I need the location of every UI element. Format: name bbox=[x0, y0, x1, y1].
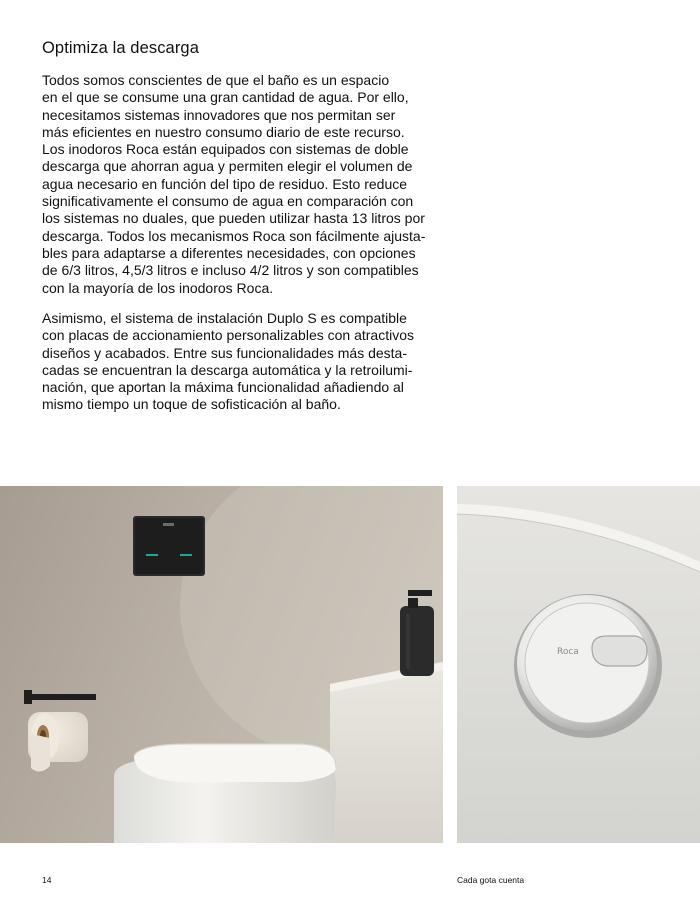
brand-logo: Roca bbox=[557, 647, 579, 657]
paragraph-line: descarga que ahorran agua y permiten elegir el volumen de bbox=[42, 158, 413, 175]
paragraph-line: en el que se consume una gran cantidad de agua. Por ello, bbox=[42, 89, 409, 106]
bathroom-photo bbox=[0, 486, 443, 843]
body-paragraph-2 bbox=[42, 310, 414, 414]
paragraph-line: Los inodoros Roca están equipados con sistemas de doble bbox=[42, 141, 409, 158]
paragraph-line: con placas de accionamiento personalizables con atractivos bbox=[42, 327, 414, 344]
paragraph-line: los sistemas no duales, que pueden utilizar hasta 13 litros por bbox=[42, 210, 425, 227]
paragraph-line: significativamente el consumo de agua en comparación con bbox=[42, 193, 414, 210]
body-paragraph-1 bbox=[42, 72, 425, 297]
paragraph-line: cadas se encuentran la descarga automática y la retroilumi- bbox=[42, 361, 413, 378]
paragraph-line: diseños y acabados. Entre sus funcionalidades más desta- bbox=[42, 344, 407, 361]
paragraph-line: con la mayoría de los inodoros Roca. bbox=[42, 279, 274, 296]
paragraph-line: de 6/3 litros, 4,5/3 litros e incluso 4/2 litros y son compatibles bbox=[42, 262, 419, 279]
paragraph-line: mismo tiempo un toque de sofisticación al baño. bbox=[42, 396, 341, 413]
paragraph-line: más eficientes en nuestro consumo diario de este recurso. bbox=[42, 123, 405, 140]
paragraph-line: Asimismo, el sistema de instalación Duplo S es compatible bbox=[42, 310, 407, 326]
shelf-ledge bbox=[330, 662, 443, 843]
flush-button bbox=[514, 594, 662, 738]
paragraph-line: Todos somos conscientes de que el baño es un espacio bbox=[42, 72, 390, 88]
flush-plate bbox=[133, 516, 205, 576]
page-heading: Optimiza la descarga bbox=[42, 39, 199, 57]
paragraph-line: agua necesario en función del tipo de residuo. Esto reduce bbox=[42, 175, 408, 192]
paragraph-line: descarga. Todos los mecanismos Roca son fácilmente ajusta- bbox=[42, 227, 426, 244]
flush-button-photo bbox=[457, 486, 700, 843]
section-title: Cada gota cuenta bbox=[457, 875, 525, 885]
paragraph-line: bles para adaptarse a diferentes necesidades, con opciones bbox=[42, 244, 416, 261]
paragraph-line: necesitamos sistemas innovadores que nos permitan ser bbox=[42, 106, 396, 123]
toilet bbox=[114, 744, 336, 843]
paragraph-line: nación, que aportan la máxima funcionalidad añadiendo al bbox=[42, 379, 404, 396]
page-number: 14 bbox=[42, 875, 52, 885]
